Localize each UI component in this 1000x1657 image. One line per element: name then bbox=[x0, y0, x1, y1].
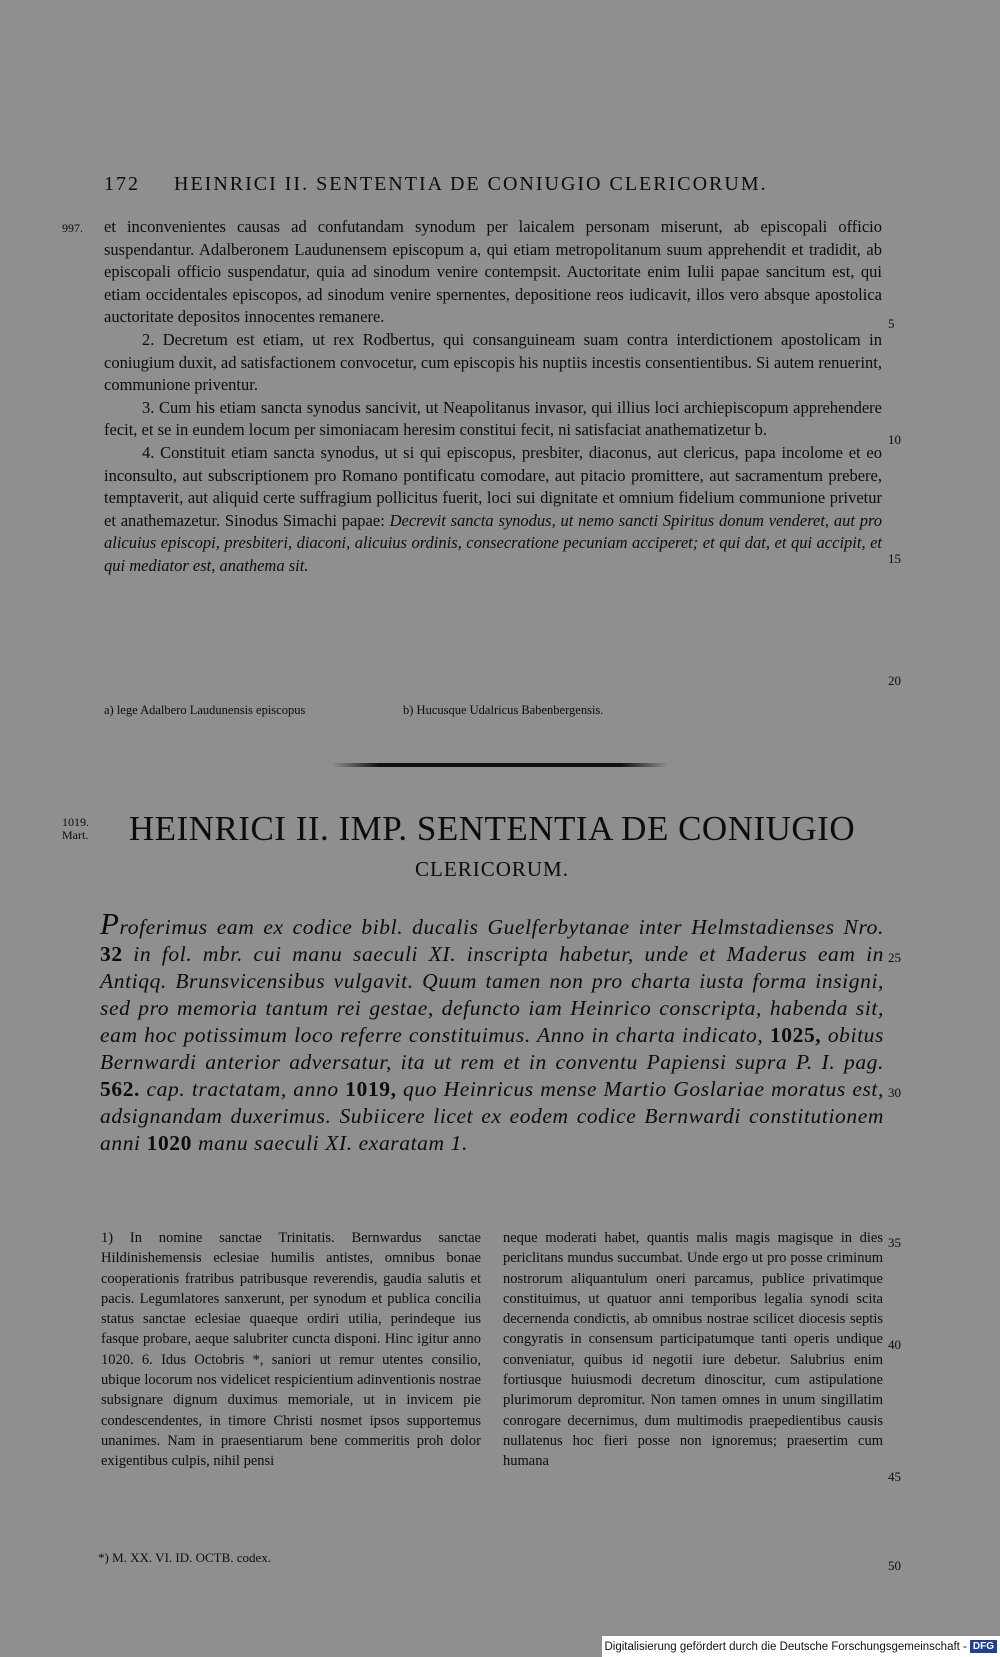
line-number-45: 45 bbox=[888, 1469, 901, 1484]
intro-number-32: 32 bbox=[100, 942, 123, 966]
intro-initial: P bbox=[100, 906, 120, 941]
section-divider bbox=[332, 763, 668, 767]
paragraph-4 bbox=[104, 442, 882, 578]
intro-text-4: cap. tractatam, anno bbox=[140, 1077, 346, 1101]
line-number-20: 20 bbox=[888, 673, 901, 688]
note-column-right bbox=[503, 1228, 883, 1472]
footer-text: Digitalisierung gefördert durch die Deutsche Forschungsgemeinschaft - bbox=[604, 1640, 967, 1653]
note-column-left bbox=[101, 1228, 481, 1472]
intro-text-2: in fol. mbr. cui manu saeculi XI. inscripta habetur, unde et Maderus eam in Antiqq. Brunsvicensibus vulgavit. Quum tamen non pro charta iusta forma insigni, sed pro memoria tantum rei gestae, defuncto iam Heinrico conscripta, habenda sit, eam hoc potissimum loco referre constituimus. Anno in charta indicato, bbox=[100, 942, 884, 1047]
running-head bbox=[104, 173, 904, 196]
body-text bbox=[104, 216, 882, 578]
paragraph-2: 2. Decretum est etiam, ut rex Rodbertus, qui consanguineam suam contra interdictionem apostolicam in coniugium duxit, ad satisfactionem convocetur, cum episcopis his nuptiis incestis consentientibus. Si autem renuerint, communione priventur. bbox=[104, 329, 882, 395]
margin-year-997: 997. bbox=[62, 221, 83, 235]
intro-year-1025: 1025, bbox=[769, 1023, 822, 1047]
line-number-50: 50 bbox=[888, 1558, 901, 1573]
intro-text-6: manu saeculi XI. exaratam 1. bbox=[192, 1131, 468, 1155]
intro-text-1: roferimus eam ex codice bibl. ducalis Guelferbytanae inter Helmstadienses Nro. bbox=[119, 915, 884, 939]
dfg-footer bbox=[602, 1636, 1000, 1657]
line-number-5: 5 bbox=[888, 316, 895, 331]
dfg-logo-icon: DFG bbox=[970, 1640, 997, 1653]
line-number-35: 35 bbox=[888, 1235, 901, 1250]
running-head-title: HEINRICI II. SENTENTIA DE CONIUGIO CLERICORUM. bbox=[174, 173, 768, 195]
editorial-introduction bbox=[100, 906, 884, 1157]
paragraph-1: et inconvenientes causas ad confutandam synodum per laicalem personam miserunt, ab episcopali officio suspendantur. Adalberonem Laudunensem episcopum a, qui etiam metropolitanum suum apprehendit et tradidit, ab episcopali officio suspendatur, quia ad sinodum venire contempsit. Auctoritate enim Iulii papae sancitum est, qui etiam occidentales episcopos, ad sinodum venire spernentes, depositione reos iudicavit, illos vero absque apostolica auctoritate depositos innocentes remanere. bbox=[104, 217, 882, 327]
section-subtitle: CLERICORUM. bbox=[415, 857, 569, 881]
margin-date bbox=[62, 816, 89, 842]
line-number-15: 15 bbox=[888, 551, 901, 566]
intro-text-5: quo Heinricus mense Martio Goslariae moratus est, adsignandam duxerimus. Subiicere licet ex eodem codice Bernwardi constitutionem anni bbox=[100, 1077, 884, 1155]
two-column-note bbox=[101, 1228, 883, 1472]
line-number-10: 10 bbox=[888, 432, 901, 447]
line-number-30: 30 bbox=[888, 1085, 901, 1100]
footnote-asterisk: *) M. XX. VI. ID. OCTB. codex. bbox=[98, 1550, 272, 1565]
footnote-b: b) Hucusque Udalricus Babenbergensis. bbox=[403, 703, 604, 717]
paragraph-3: 3. Cum his etiam sancta synodus sancivit, ut Neapolitanus invasor, qui illius loci archiepiscopum apprehendere fecit, et se in eundem locum per simoniacam heresim constitui fecit, ni satisfaciat anathematizetur b. bbox=[104, 397, 882, 440]
intro-page-562: 562. bbox=[100, 1077, 141, 1101]
line-number-25: 25 bbox=[888, 950, 901, 965]
intro-year-1019: 1019, bbox=[345, 1077, 397, 1101]
margin-date-year: 1019. bbox=[62, 815, 89, 829]
paragraph-4-text: 4. Constituit etiam sancta synodus, ut si qui episcopus, presbiter, diaconus, aut clericus, papa incolome et eo inconsulto, aut subscriptionem pro Romano pontificatu comodare, aut pitacio promittere, aut sacramentum prebere, temptaverit, aut aliquid certe suffragium pollicitus fuerit, loci sui dignitate et omnium fidelium communione privetur et anathemazetur. Sinodus Simachi papae: bbox=[104, 442, 882, 530]
line-number-40: 40 bbox=[888, 1337, 901, 1352]
footnote-a: a) lege Adalbero Laudunensis episcopus bbox=[104, 703, 306, 717]
note-right-text: neque moderati habet, quantis malis magis magisque in dies periclitans mundus succumbat. Unde ergo ut pro posse criminum nostrorum aliquantulum oneri parcamus, publice privatimque constituimus, ut quatuor anni temporibus legalia synodi scita decernenda condictis, ab omnibus nostrae scilicet diocesis septis congyratis in consensum participatumque tanti operis undique conveniatur, quibus id negotii iure debetur. Salubrius enim fortiusque huiusmodi decretum dinoscitur, cum astipulatione plurimorum depromitur. Non tamen omnes in unum singillatim conrogare decernimus, dum multimodis praepedientibus causis nullatenus hoc fieri posse non ignoremus; praesertim cum humana bbox=[503, 1230, 883, 1470]
page-number: 172 bbox=[104, 173, 140, 195]
intro-text-3: obitus Bernwardi anterior adversatur, ita ut rem et in conventu Papiensi supra P. I. pag. bbox=[100, 1023, 884, 1074]
intro-year-1020: 1020 bbox=[146, 1131, 193, 1155]
note-left-text: 1) In nomine sanctae Trinitatis. Bernwardus sanctae Hildinishemensis eclesiae humilis antistes, omnibus bonae cooperationis fratribus patribusque reverendis, gaudia salutis et pacis. Legumlatores sanxerunt, per synodum et publica concilia status sanctae eclesiae quaeque ordiri utilia, perindeque ius fasque probare, aeque salubriter cuncta disponi. Hinc igitur anno 1020. 6. Idus Octobris *, saniori ut remur utentes consilio, ubique locorum nos videlicet respicientium adinventionis nostrae subsignare dignum duximus memoriale, ut in invicem pie condescendentes, in timore Christi nosmet ipsos supportemus unanimes. Nam in praesentiarum bene commeritis proh dolor exigentibus culpis, nihil pensi bbox=[101, 1230, 481, 1470]
section-title: HEINRICI II. IMP. SENTENTIA DE CONIUGIO bbox=[128, 809, 856, 848]
paragraph-4-quotation: Decrevit sancta synodus, ut nemo sancti Spiritus donum venderet, aut pro alicuius episcopi, presbiteri, diaconi, alicuius ordinis, consecratione pecuniam acciperet; et qui dat, et qui accipit, et qui mediator est, anathema sit. bbox=[104, 510, 883, 575]
margin-date-month: Mart. bbox=[62, 828, 89, 842]
